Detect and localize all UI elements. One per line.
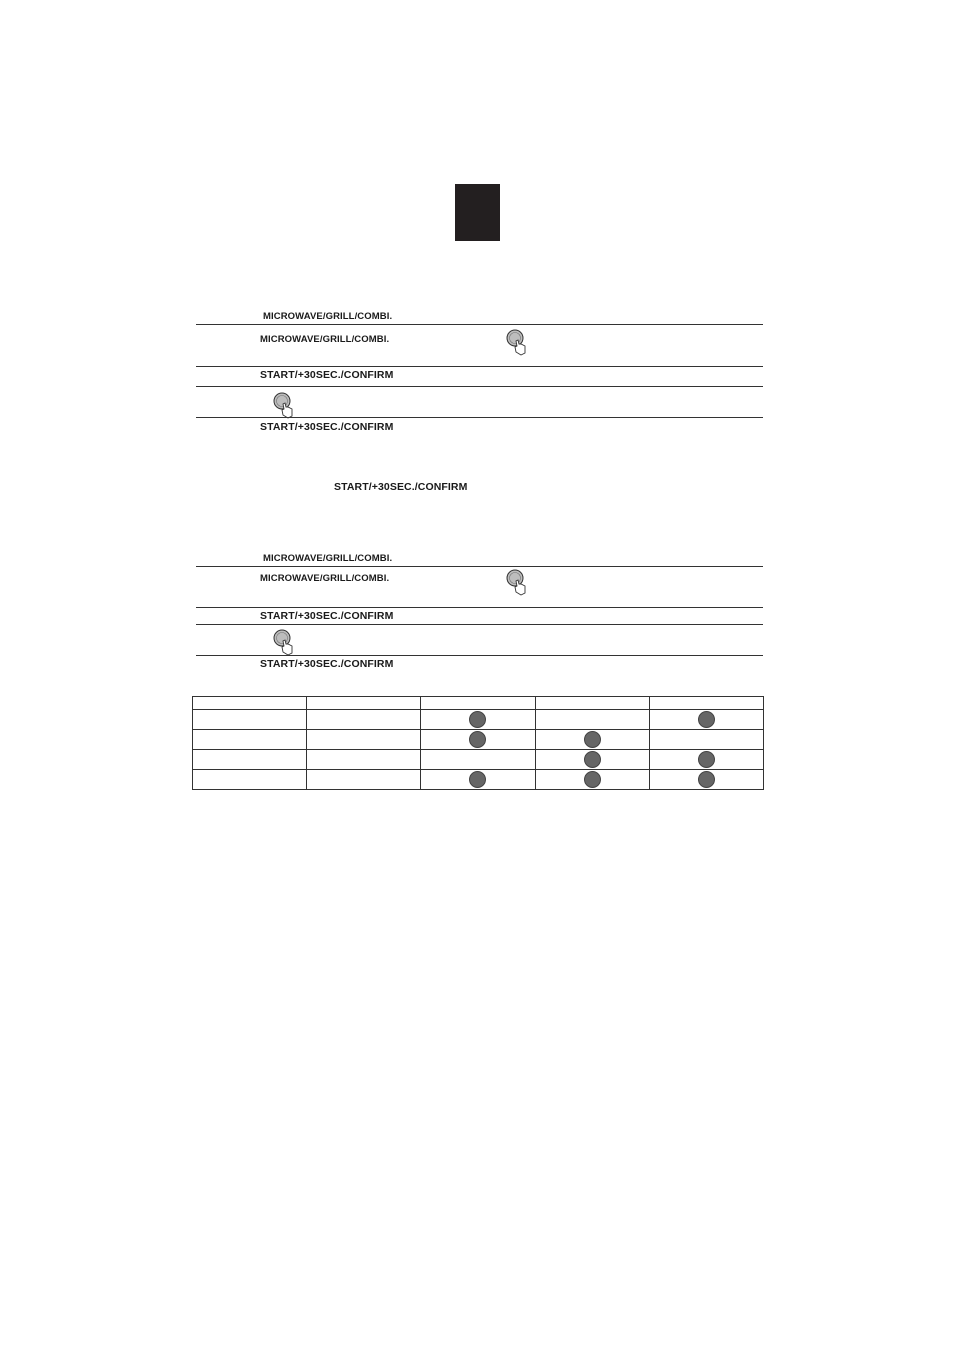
table-cell (535, 710, 649, 730)
filled-dot-icon (698, 751, 715, 768)
filled-dot-icon (584, 771, 601, 788)
table-cell (421, 730, 535, 750)
table-cell (307, 770, 421, 790)
section2-step1-button-label: MICROWAVE/GRILL/COMBI. (260, 573, 390, 584)
filled-dot-icon (698, 771, 715, 788)
table-row-label-cell (193, 770, 307, 790)
table-cell (535, 730, 649, 750)
divider (196, 655, 763, 656)
filled-dot-icon (469, 711, 486, 728)
rotary-knob-hand-icon (504, 567, 528, 597)
section1-step4-button-label: START/+30SEC./CONFIRM (260, 421, 394, 433)
table-cell (535, 770, 649, 790)
table-header-cell (307, 697, 421, 710)
section1-intro-button-label: MICROWAVE/GRILL/COMBI. (263, 311, 393, 322)
divider (196, 324, 763, 325)
filled-dot-icon (584, 731, 601, 748)
table-row (193, 730, 764, 750)
power-level-table (192, 696, 764, 790)
section2-step4-button-label: START/+30SEC./CONFIRM (260, 658, 394, 670)
table-row (193, 710, 764, 730)
filled-dot-icon (698, 711, 715, 728)
filled-dot-icon (469, 771, 486, 788)
section-tab-marker (455, 184, 500, 241)
note-button-label: START/+30SEC./CONFIRM (334, 481, 468, 493)
table-row-label-cell (193, 750, 307, 770)
table-header-cell (535, 697, 649, 710)
divider (196, 386, 763, 387)
table-cell (421, 770, 535, 790)
section2-step2-button-label: START/+30SEC./CONFIRM (260, 610, 394, 622)
table-header-cell (649, 697, 763, 710)
divider (196, 566, 763, 567)
section1-step2-button-label: START/+30SEC./CONFIRM (260, 369, 394, 381)
table-cell (307, 750, 421, 770)
table-row (193, 750, 764, 770)
table-cell (307, 710, 421, 730)
rotary-knob-hand-icon (504, 327, 528, 357)
table-cell (535, 750, 649, 770)
section2-intro-button-label: MICROWAVE/GRILL/COMBI. (263, 553, 393, 564)
section1-step1-button-label: MICROWAVE/GRILL/COMBI. (260, 334, 390, 345)
table-row-label-cell (193, 710, 307, 730)
filled-dot-icon (469, 731, 486, 748)
divider (196, 417, 763, 418)
rotary-knob-hand-icon (271, 390, 295, 420)
table-row (193, 770, 764, 790)
rotary-knob-hand-icon (271, 627, 295, 657)
table-cell (421, 750, 535, 770)
table-cell (649, 730, 763, 750)
divider (196, 607, 763, 608)
table-header-cell (193, 697, 307, 710)
divider (196, 366, 763, 367)
filled-dot-icon (584, 751, 601, 768)
table-row-label-cell (193, 730, 307, 750)
table-header-cell (421, 697, 535, 710)
table-cell (649, 770, 763, 790)
divider (196, 624, 763, 625)
table-cell (649, 710, 763, 730)
table-cell (307, 730, 421, 750)
table-cell (421, 710, 535, 730)
table-header-row (193, 697, 764, 710)
table-cell (649, 750, 763, 770)
